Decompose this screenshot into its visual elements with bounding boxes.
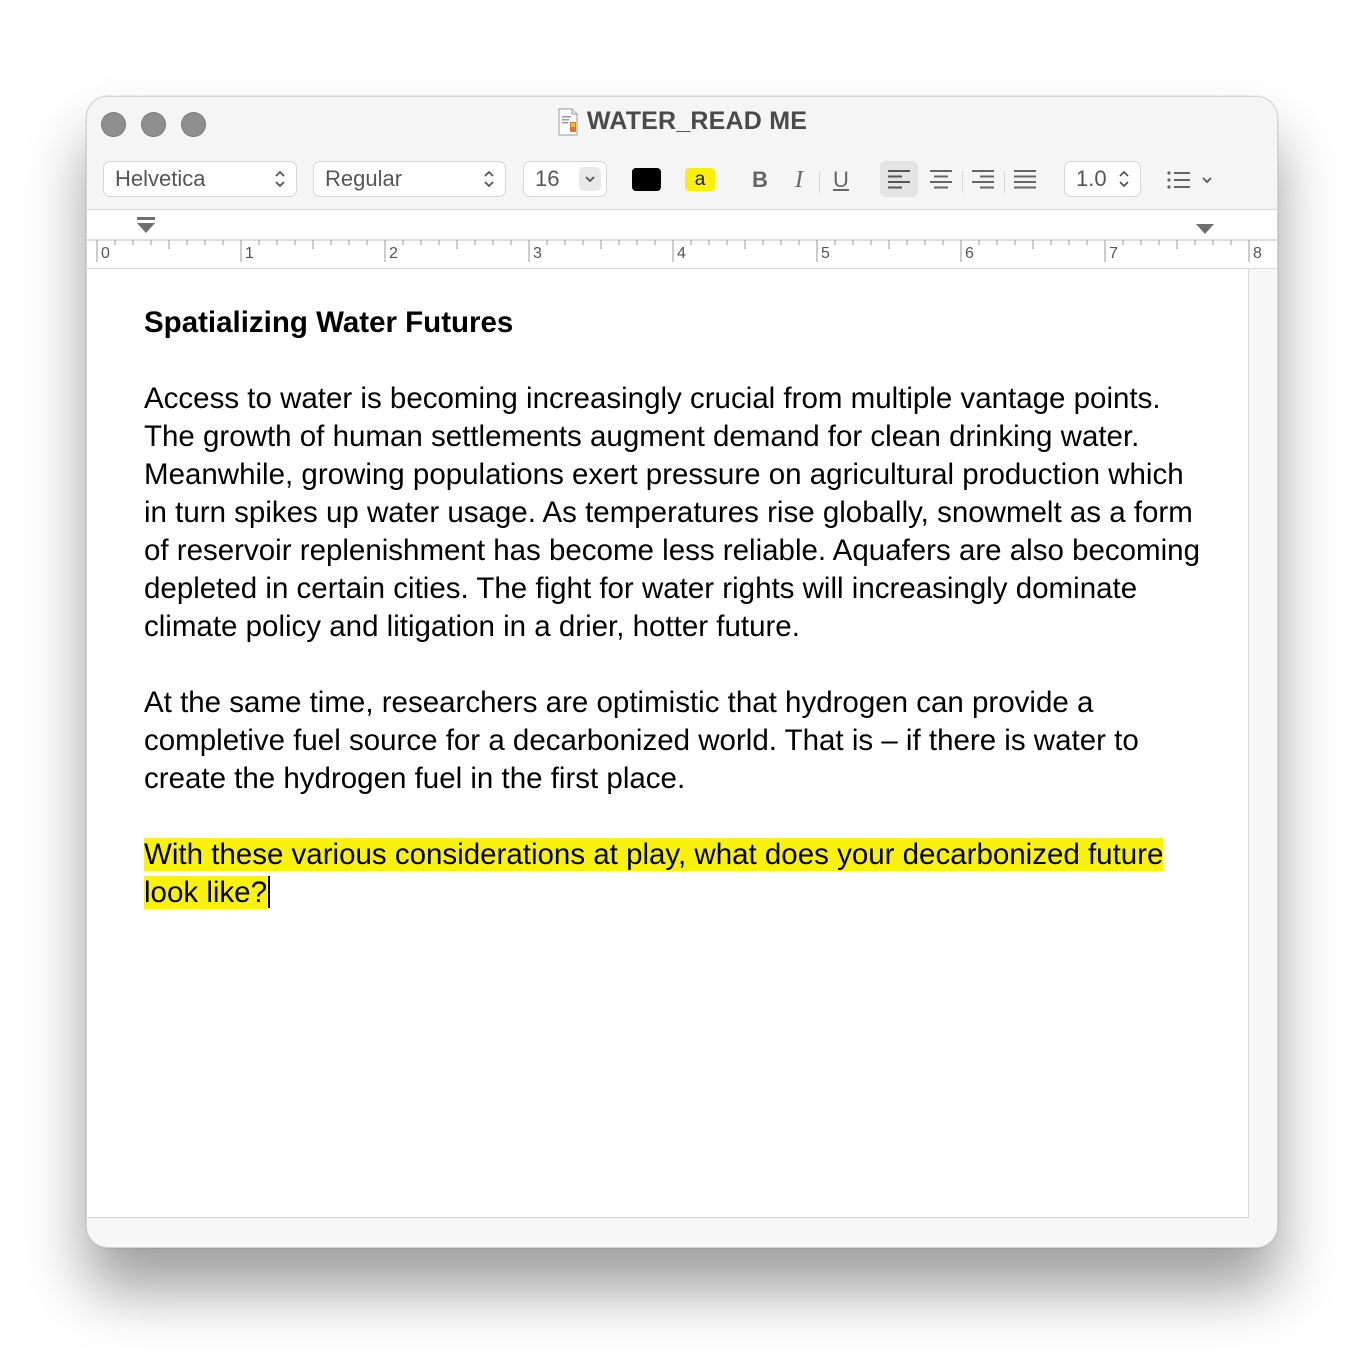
- font-size-combo[interactable]: [523, 161, 607, 197]
- chevron-down-icon: [584, 175, 596, 183]
- title-bar[interactable]: [87, 97, 1277, 210]
- align-justify-button[interactable]: [1006, 161, 1044, 197]
- font-size-value: 16: [535, 166, 560, 191]
- align-right-icon: [971, 169, 995, 189]
- ruler-number: 4: [677, 245, 686, 262]
- text-cursor: [268, 876, 270, 908]
- ruler[interactable]: [87, 210, 1277, 269]
- document-heading: Spatializing Water Futures: [144, 306, 514, 339]
- align-center-button[interactable]: [922, 161, 960, 197]
- font-style-popup[interactable]: [313, 161, 506, 197]
- updown-chevron-icon: [1118, 168, 1130, 190]
- ruler-number: 5: [821, 245, 830, 262]
- ruler-number: 7: [1109, 245, 1118, 262]
- document-text[interactable]: [144, 304, 1204, 912]
- align-left-button[interactable]: [880, 161, 918, 197]
- list-style-button[interactable]: [1167, 165, 1227, 195]
- align-justify-icon: [1013, 169, 1037, 189]
- scroll-gutter[interactable]: [1249, 269, 1277, 1247]
- document-icon[interactable]: [557, 108, 579, 136]
- bottom-margin: [87, 1218, 1249, 1247]
- ruler-number: 2: [389, 245, 398, 262]
- updown-chevron-icon: [274, 168, 286, 190]
- align-center-icon: [929, 169, 953, 189]
- ruler-number: 0: [101, 245, 110, 262]
- bulleted-list-icon: [1167, 171, 1191, 189]
- font-family-value: Helvetica: [115, 166, 206, 191]
- highlighted-text: With these various considerations at play, what does your decarbonized future look like?: [144, 838, 1164, 909]
- paragraph: At the same time, researchers are optimistic that hydrogen can provide a completive fuel source for a decarbonized world. That is – if there is water to create the hydrogen fuel in the first place.: [144, 686, 1139, 795]
- document-page[interactable]: [87, 269, 1249, 1218]
- separator: [819, 171, 820, 193]
- updown-chevron-icon: [483, 168, 495, 190]
- textedit-window: [86, 96, 1278, 1248]
- separator: [1004, 171, 1005, 193]
- right-margin-marker-icon[interactable]: [1194, 222, 1216, 236]
- highlight-color-label: a: [694, 168, 706, 190]
- first-line-indent-marker-icon[interactable]: [135, 216, 157, 236]
- ruler-number: 3: [533, 245, 542, 262]
- paragraph: Access to water is becoming increasingly crucial from multiple vantage points. The growth of human settlements augment demand for clean drinking water. Meanwhile, growing populations exert pressure on agricultural production which in turn spikes up water usage. As temperatures rise globally, snowmelt as a form of reservoir replenishment has become less reliable. Aquafers are also becoming depleted in certain cities. The fight for water rights will increasingly dominate climate policy and litigation in a drier, hotter future.: [144, 382, 1200, 643]
- line-spacing-value: 1.0: [1076, 166, 1107, 191]
- highlighted-paragraph: [144, 836, 1204, 912]
- italic-button[interactable]: I: [795, 166, 803, 193]
- chevron-down-icon: [1201, 176, 1213, 184]
- line-spacing-popup[interactable]: [1064, 161, 1141, 197]
- text-color-well[interactable]: [632, 168, 661, 191]
- font-size-dropdown-button[interactable]: [579, 167, 601, 191]
- ruler-number: 8: [1253, 245, 1262, 262]
- align-left-icon: [887, 169, 911, 189]
- align-right-button[interactable]: [964, 161, 1002, 197]
- font-family-popup[interactable]: [103, 161, 297, 197]
- underline-button[interactable]: U: [833, 167, 849, 192]
- window-title: WATER_READ ME: [586, 107, 808, 135]
- font-style-value: Regular: [325, 166, 403, 191]
- bold-button[interactable]: B: [752, 167, 768, 192]
- highlight-color-well[interactable]: [685, 168, 715, 191]
- ruler-number: 1: [245, 245, 254, 262]
- separator: [962, 171, 963, 193]
- ruler-number: 6: [965, 245, 974, 262]
